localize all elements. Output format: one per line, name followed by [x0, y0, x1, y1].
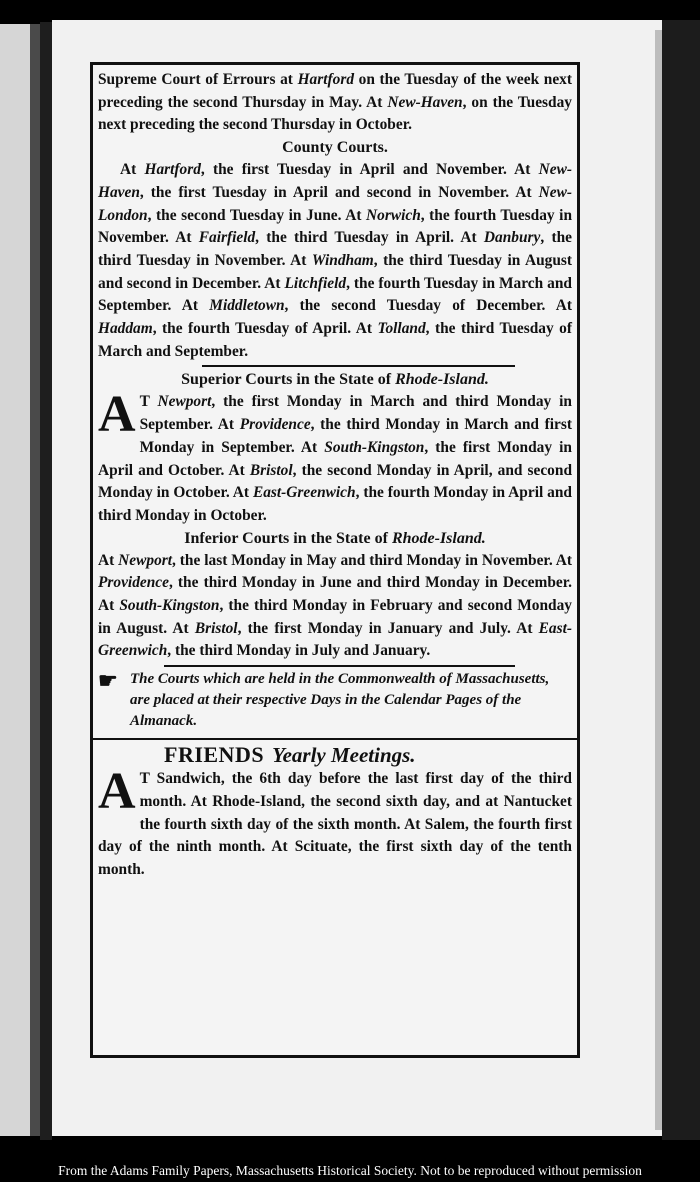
drop-cap: A	[98, 763, 136, 821]
massachusetts-notice	[98, 669, 572, 732]
section-rule	[202, 365, 515, 367]
county-courts-paragraph: At Hartford, the first Tuesday in April and November. At New-Haven, the first Tuesday in April and second in November. At New-London, the second Tuesday in June. At Norwich, the fourth Tuesday in November. At Fairfield, the third Tuesday in April. At Danbury, the third Tuesday in November. At Windham, the third Tuesday in August and second in December. At Litchfield, the fourth Tuesday in March and September. At Middletown, the second Tuesday of December. At Haddam, the fourth Tuesday of April. At Tolland, the third Tuesday of March and September.	[98, 161, 573, 360]
section-rule	[164, 665, 515, 667]
friends-text: T Sandwich, the 6th day before the last first day of the third month. At Rhode-Island, the second sixth day, and at Nantucket the fourth sixth day of the sixth month. At Salem, the fourth first day of the ninth month. At Scituate, the first sixth day of the tenth month.	[98, 770, 572, 878]
friends-subtitle: Yearly Meetings.	[272, 743, 416, 768]
county-courts-heading: County Courts.	[282, 139, 388, 157]
section-rule	[93, 738, 577, 740]
friends-heading	[164, 742, 572, 768]
inferior-courts-heading: Inferior Courts in the State of Rhode-Island.	[184, 529, 486, 547]
left-page-edge	[0, 24, 40, 1136]
drop-cap: A	[98, 386, 136, 444]
friends-title: FRIENDS	[164, 742, 265, 768]
scan-background	[662, 20, 700, 1140]
inferior-courts-paragraph: At Newport, the last Monday in May and third Monday in November. At Providence, the third Monday in June and third Monday in December. At South-Kingston, the third Monday in February and second Monday in August. At Bristol, the first Monday in January and July. At East-Greenwich, the third Monday in July and January.	[98, 551, 573, 660]
superior-courts-heading: Superior Courts in the State of Rhode-Island.	[181, 371, 489, 389]
archive-footer: From the Adams Family Papers, Massachusetts Historical Society. Not to be reproduced without permission	[0, 1160, 700, 1182]
notice-text: The Courts which are held in the Commonwealth of Massachusetts, are placed at their respective Days in the Calendar Pages of the Almanack.	[130, 671, 550, 730]
superior-courts-paragraph	[98, 386, 573, 527]
superior-courts-text: T Newport, the first Monday in March and third Monday in September. At Providence, the third Monday in March and first Monday in September. At South-Kingston, the first Monday in April and October. At Bristol, the second Monday in April, and second Monday in October. At East-Greenwich, the fourth Monday in April and third Monday in October.	[98, 393, 573, 524]
friends-paragraph	[98, 763, 572, 882]
pointing-hand-icon: ☛	[98, 668, 118, 694]
almanac-court-listing	[90, 62, 580, 1058]
court-errours-paragraph: Supreme Court of Errours at Hartford on the Tuesday of the week next preceding the second Thursday in May. At New-Haven, on the Tuesday next preceding the second Thursday in October.	[98, 71, 572, 134]
book-spine	[40, 22, 52, 1140]
